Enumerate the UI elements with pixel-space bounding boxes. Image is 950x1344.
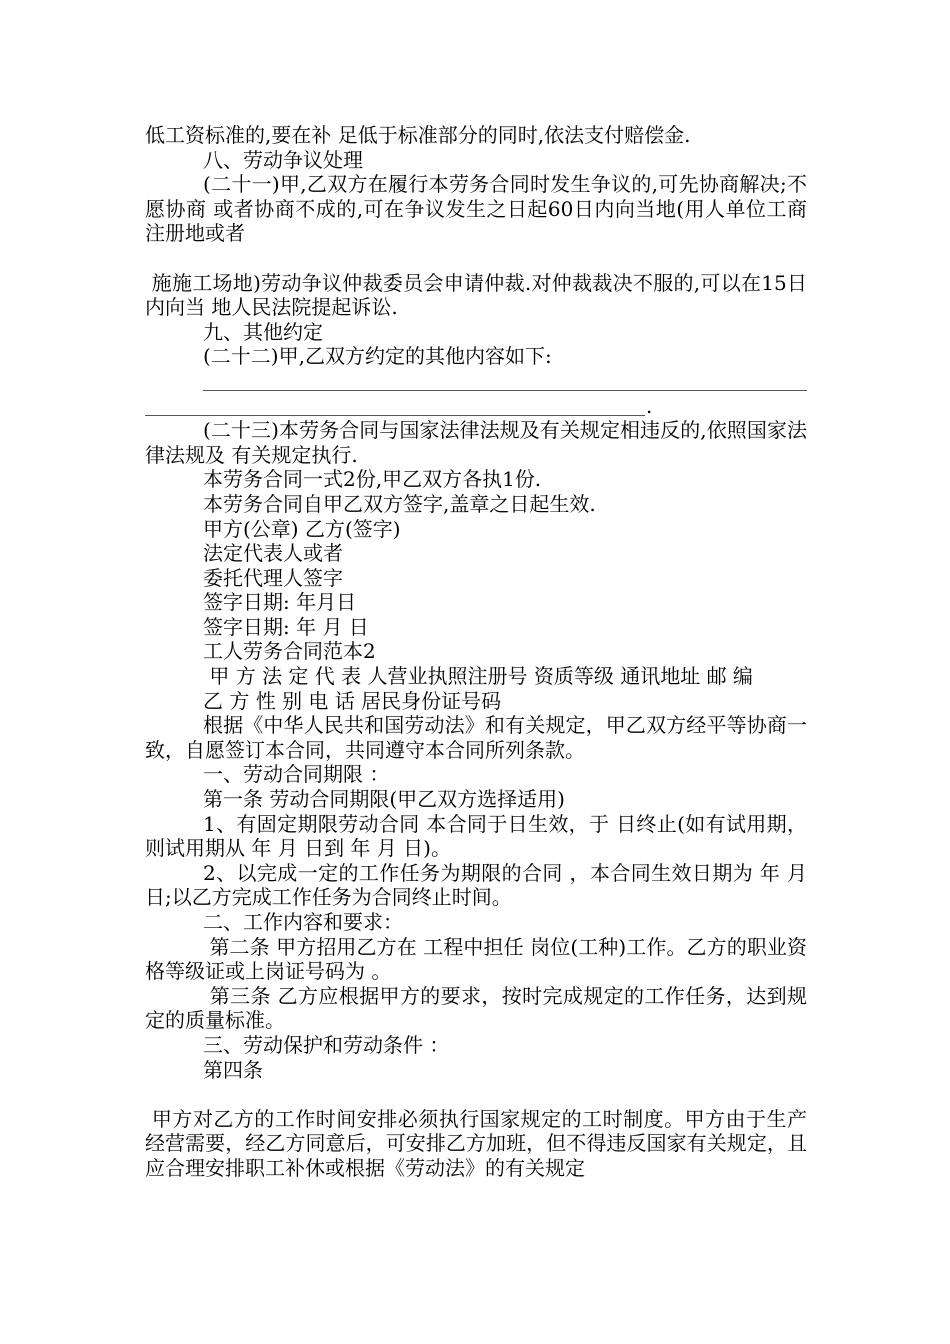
article-4-body: 甲方对乙方的工作时间安排必须执行国家规定的工时制度。甲方由于生产经营需要，经乙方同意后，可安排乙方加班，但不得违反国家有关规定，且应合理安排职工补休或根据《劳动法》的有关规定 [145, 1106, 808, 1180]
document-body [145, 123, 814, 1181]
copies-statement: 本劳务合同一式2份,甲乙双方各执1份. [203, 467, 542, 492]
clause-22: (二十二)甲,乙双方约定的其他内容如下: [203, 344, 552, 369]
paragraph-gap [145, 1082, 807, 1107]
blank-line-end-mark: . [646, 393, 653, 418]
section-heading-1: 一、劳动合同期限 ： [203, 762, 390, 787]
template-2-title: 工人劳务合同范本2 [203, 639, 376, 664]
preamble: 根据《中华人民共和国劳动法》和有关规定，甲乙双方经平等协商一致，自愿签订本合同，共同遵守本合同所列条款。 [145, 713, 807, 762]
section-heading-3: 三、劳动保护和劳动条件 ： [203, 1032, 450, 1057]
signing-date-2: 签字日期: 年 月 日 [203, 614, 369, 639]
signature-parties: 甲方(公章) 乙方(签字) [203, 516, 401, 541]
clause-21: (二十一)甲,乙双方在履行本劳务合同时发生争议的,可先协商解决;不愿协商 或者协商不成的,可在争议发生之日起60日内向当地(用人单位工商注册地或者 [145, 172, 807, 246]
article-2: 第二条 甲方招用乙方在 工程中担任 岗位(工种)工作。乙方的职业资格等级证或上岗证号码为 。 [145, 934, 807, 984]
article-1-option-1: 1、有固定期限劳动合同 本合同于日生效，于 日终止(如有试用期，则试用期从 年 月 日到 年 月 日)。 [145, 811, 807, 861]
fill-in-underline [203, 390, 807, 391]
paragraph-gap [145, 246, 807, 271]
agent-signature-line: 委托代理人签字 [203, 565, 343, 590]
effective-statement: 本劳务合同自甲乙双方签字,盖章之日起生效. [203, 491, 596, 516]
signing-date-1: 签字日期: 年月日 [203, 590, 357, 615]
clause-21-continued: 施施工场地)劳动争议仲裁委员会申请仲裁.对仲裁裁决不服的,可以在15日内向当 地人民法院提起诉讼. [145, 270, 808, 320]
article-1: 第一条 劳动合同期限(甲乙双方选择适用) [203, 787, 565, 812]
section-heading-2: 二、工作内容和要求： [203, 910, 403, 934]
party-b-fields: 乙 方 性 别 电 话 居民身份证号码 [203, 688, 502, 713]
clause-23: (二十三)本劳务合同与国家法律法规及有关规定相违反的,依照国家法律法规及 有关规定执行. [145, 418, 807, 467]
article-4-heading: 第四条 [203, 1057, 263, 1082]
party-a-fields: 甲 方 法 定 代 表 人营业执照注册号 资质等级 通讯地址 邮 编 [203, 664, 753, 689]
blank-line-1 [145, 369, 807, 394]
legal-representative-line: 法定代表人或者 [203, 541, 343, 566]
article-3: 第三条 乙方应根据甲方的要求，按时完成规定的工作任务，达到规定的质量标准。 [145, 983, 807, 1033]
blank-line-2 [145, 394, 807, 419]
fill-in-underline [145, 415, 645, 416]
section-heading-9: 九、其他约定 [203, 319, 323, 344]
article-1-option-2: 2、以完成一定的工作任务为期限的合同 ，本合同生效日期为 年 月 日;以乙方完成工作任务为合同终止时间。 [145, 860, 814, 910]
paragraph-compensation: 低工资标准的,要在补 足低于标准部分的同时,依法支付赔偿金. [145, 123, 691, 147]
section-heading-8: 八、劳动争议处理 [203, 147, 363, 172]
